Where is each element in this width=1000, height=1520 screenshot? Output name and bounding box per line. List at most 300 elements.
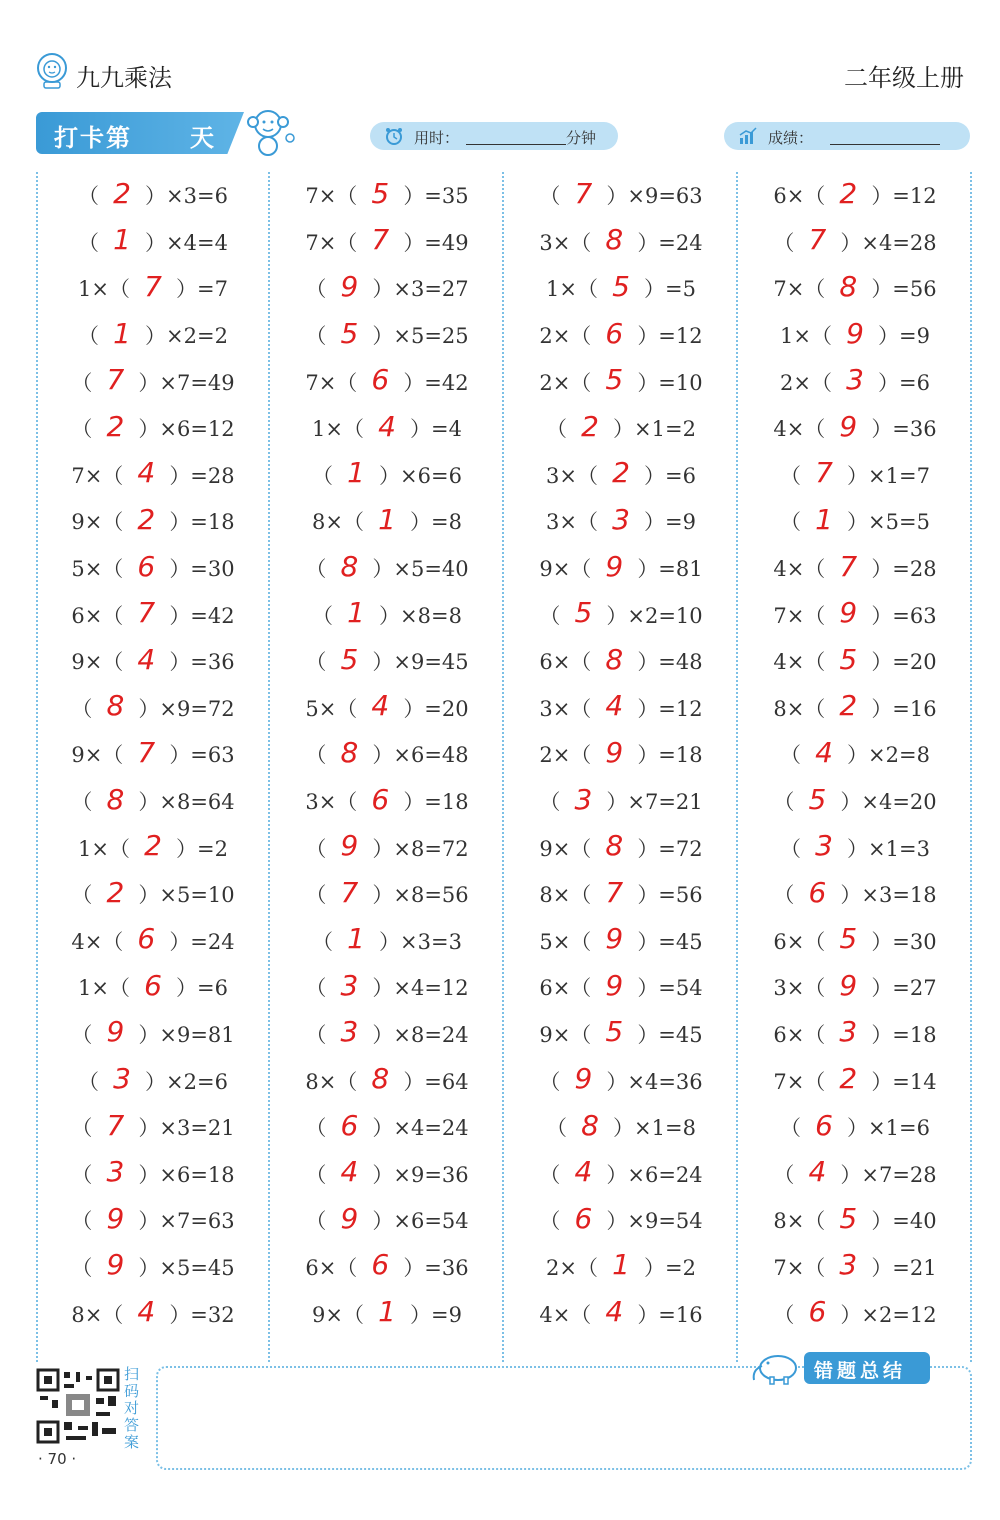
answer-value[interactable]: 5 [808,782,827,816]
problem-prefix: （ [539,1162,561,1187]
answer-value[interactable]: 4 [605,689,624,723]
problem-prefix: （ [539,1069,561,1094]
answer-value[interactable]: 5 [839,642,858,676]
answer-value[interactable]: 7 [808,223,827,257]
problem-prefix: 8×（ [305,1069,358,1094]
problem-suffix: ）×3=3 [379,929,462,954]
answer-value[interactable]: 8 [106,782,125,816]
answer-value[interactable]: 9 [605,922,624,956]
problem-suffix: ）=8 [410,510,462,535]
problem-suffix: ）×4=12 [372,976,469,1001]
answer-value[interactable]: 6 [137,922,156,956]
answer-value[interactable]: 2 [144,829,162,863]
problem-row [504,1197,738,1244]
answer-value[interactable]: 3 [612,502,630,536]
problem-suffix: ）=7 [176,277,228,302]
problem-suffix: ）×9=54 [606,1209,703,1234]
problem-prefix: 7×（ [773,277,826,302]
problem-row [738,1057,972,1104]
answer-value[interactable]: 2 [581,409,599,443]
answer-value[interactable]: 7 [137,735,156,769]
problem-row [738,1011,972,1058]
problem-row [738,265,972,312]
problem-suffix: ）=63 [871,603,937,628]
mistake-summary-label: 错题总结 [814,1360,907,1382]
problem-row [504,824,738,871]
time-box [370,122,618,150]
problem-prefix: （ [773,230,795,255]
problem-suffix: ）=2 [644,1255,696,1280]
problem-prefix: （ [305,976,327,1001]
answer-value[interactable]: 1 [612,1248,630,1282]
answer-value[interactable]: 5 [605,363,624,397]
problem-suffix: ）=21 [871,1255,937,1280]
clock-icon [384,127,404,145]
answer-value[interactable]: 9 [839,596,858,630]
problem-suffix: ）=49 [403,230,469,255]
problem-row [738,964,972,1011]
problem-prefix: 7×（ [773,603,826,628]
answer-value[interactable]: 7 [815,456,833,490]
problem-suffix: ）×1=3 [847,836,930,861]
answer-value[interactable]: 1 [347,922,365,956]
answer-value[interactable]: 3 [815,829,833,863]
problem-suffix: ）=30 [871,929,937,954]
answer-value[interactable]: 5 [839,922,858,956]
problem-row [738,545,972,592]
problem-suffix: ）=36 [403,1255,469,1280]
problem-suffix: ）=36 [871,417,937,442]
answer-value[interactable]: 5 [605,1015,624,1049]
problem-row [738,452,972,499]
problem-row [36,219,270,266]
answer-value[interactable]: 2 [612,456,630,490]
answer-value[interactable]: 9 [605,968,624,1002]
problem-row [738,172,972,219]
problem-prefix: 8×（ [773,696,826,721]
problem-prefix: （ [78,1069,100,1094]
problem-prefix: 4×（ [773,417,826,442]
answer-value[interactable]: 2 [839,176,858,210]
answer-value[interactable]: 1 [378,1295,396,1329]
problem-suffix: ）×5=25 [372,324,469,349]
problem-prefix: 3×（ [539,696,592,721]
problem-prefix: （ [780,836,802,861]
problem-prefix: （ [305,324,327,349]
problem-row [504,219,738,266]
problem-prefix: 8×（ [312,510,364,535]
problem-row [504,1057,738,1104]
answer-value[interactable]: 9 [106,1015,125,1049]
answer-value[interactable]: 4 [574,1155,593,1189]
problem-row [36,1104,270,1151]
answer-value[interactable]: 3 [113,1062,131,1096]
answer-value[interactable]: 7 [144,269,162,303]
problem-row [504,591,738,638]
problem-row [738,638,972,685]
problem-row [738,591,972,638]
answer-value[interactable]: 6 [371,363,390,397]
problem-row [270,685,504,732]
problem-suffix: ）×2=2 [145,324,228,349]
time-label: 用时： [414,129,460,147]
problem-prefix: 7×（ [773,1255,826,1280]
problem-suffix: ）×4=4 [145,230,228,255]
problem-suffix: ）×1=2 [613,417,696,442]
problem-prefix: （ [71,1116,93,1141]
problem-prefix: （ [305,277,327,302]
problem-suffix: ）×9=36 [372,1162,469,1187]
answer-value[interactable]: 8 [605,642,624,676]
problem-prefix: 3×（ [539,230,592,255]
problem-prefix: 5×（ [71,557,124,582]
answer-value[interactable]: 6 [340,1108,359,1142]
problem-suffix: ）×3=18 [840,883,937,908]
answer-value[interactable]: 4 [340,1155,359,1189]
problem-suffix: ）×5=5 [847,510,930,535]
problem-prefix: 2×（ [546,1255,598,1280]
problem-row [738,778,972,825]
problem-row [36,964,270,1011]
problem-prefix: 2×（ [539,370,592,395]
problem-prefix: 5×（ [539,929,592,954]
answer-value[interactable]: 4 [137,1295,156,1329]
problem-row [504,312,738,359]
answer-value[interactable]: 8 [605,829,624,863]
answer-value[interactable]: 3 [574,782,593,816]
problem-prefix: （ [71,790,93,815]
chart-icon [738,127,758,145]
problem-prefix: （ [539,603,561,628]
problem-prefix: 8×（ [71,1302,124,1327]
problem-row [36,1244,270,1291]
problem-row [270,591,504,638]
problem-row [738,731,972,778]
problem-suffix: ）×6=24 [606,1162,703,1187]
problem-row [504,498,738,545]
problem-suffix: ）×8=64 [138,790,235,815]
problem-row [36,1290,270,1337]
answer-value[interactable]: 3 [839,1015,858,1049]
answer-value[interactable]: 6 [815,1108,833,1142]
answer-value[interactable]: 2 [106,875,125,909]
problem-suffix: ）=20 [403,696,469,721]
problem-suffix: ）×7=63 [138,1209,235,1234]
checkin-day-unit: 天 [190,124,214,152]
problem-column-2 [270,172,504,1337]
answer-value[interactable]: 8 [371,1062,390,1096]
answer-value[interactable]: 7 [106,1108,125,1142]
problem-row [738,685,972,732]
answer-value[interactable]: 6 [808,875,827,909]
problem-prefix: 6×（ [773,184,826,209]
problem-prefix: （ [78,184,100,209]
time-unit: 分钟 [566,129,597,147]
answer-value[interactable]: 8 [340,735,359,769]
problem-row [36,452,270,499]
problem-row [36,358,270,405]
problem-prefix: （ [546,417,568,442]
problem-prefix: 1×（ [78,836,130,861]
problem-row [270,219,504,266]
answer-value[interactable]: 5 [371,176,390,210]
problem-prefix: （ [305,650,327,675]
answer-value[interactable]: 9 [106,1248,125,1282]
problem-row [36,824,270,871]
problem-row [36,638,270,685]
problem-prefix: （ [305,1162,327,1187]
answer-value[interactable]: 9 [839,409,858,443]
problem-row [738,219,972,266]
problem-suffix: ）=18 [403,790,469,815]
answer-value[interactable]: 4 [815,735,833,769]
problem-prefix: （ [539,1209,561,1234]
problem-row [270,265,504,312]
problem-suffix: ）=12 [637,324,703,349]
answer-value[interactable]: 8 [106,689,125,723]
problem-row [270,405,504,452]
problem-suffix: ）=6 [878,370,930,395]
problem-row [270,731,504,778]
answer-value[interactable]: 3 [106,1155,125,1189]
time-input-line[interactable] [466,128,566,145]
answer-value[interactable]: 9 [839,968,858,1002]
answer-value[interactable]: 5 [340,642,359,676]
problem-prefix: 9×（ [539,836,592,861]
problem-prefix: （ [71,370,93,395]
problem-suffix: ）=6 [644,463,696,488]
answer-value[interactable]: 3 [340,968,359,1002]
problem-suffix: ）×3=21 [138,1116,235,1141]
answer-value[interactable]: 5 [612,269,630,303]
problem-suffix: ）=28 [169,463,235,488]
answer-value[interactable]: 9 [340,269,359,303]
problem-suffix: ）=18 [871,1022,937,1047]
problem-prefix: （ [773,883,795,908]
problem-suffix: ）×1=7 [847,463,930,488]
answer-value[interactable]: 7 [574,176,593,210]
problem-suffix: ）×8=8 [379,603,462,628]
problem-row [504,638,738,685]
answer-value[interactable]: 6 [137,549,156,583]
problem-row [504,1011,738,1058]
answer-value[interactable]: 4 [137,642,156,676]
problem-suffix: ）=64 [403,1069,469,1094]
answer-value[interactable]: 7 [371,223,390,257]
problem-suffix: ）=32 [169,1302,235,1327]
answer-value[interactable]: 9 [605,549,624,583]
problem-prefix: 9×（ [71,743,124,768]
problem-suffix: ）×6=48 [372,743,469,768]
answer-value[interactable]: 9 [340,1201,359,1235]
answer-value[interactable]: 6 [574,1201,593,1235]
problem-prefix: （ [305,1116,327,1141]
problem-suffix: ）×9=45 [372,650,469,675]
problem-row [738,1290,972,1337]
problem-suffix: ）×2=12 [840,1302,937,1327]
problem-suffix: ）=18 [637,743,703,768]
problem-row [738,358,972,405]
answer-value[interactable]: 8 [605,223,624,257]
problem-row [36,918,270,965]
answer-value[interactable]: 2 [106,409,125,443]
answer-value[interactable]: 6 [371,782,390,816]
problem-prefix: （ [312,603,334,628]
answer-value[interactable]: 4 [371,689,390,723]
answer-value[interactable]: 3 [846,363,864,397]
answer-value[interactable]: 4 [808,1155,827,1189]
problem-prefix: （ [71,1022,93,1047]
problem-column-3 [504,172,738,1337]
problem-row [270,498,504,545]
problem-row [738,312,972,359]
problem-suffix: ）×1=6 [847,1116,930,1141]
answer-value[interactable]: 8 [839,269,858,303]
problem-row [504,452,738,499]
problem-suffix: ）=9 [878,324,930,349]
answer-value[interactable]: 2 [113,176,131,210]
scan-for-answers-label: 扫码对答案 [124,1365,140,1451]
answer-value[interactable]: 9 [846,316,864,350]
problem-suffix: ）=9 [644,510,696,535]
problem-row [504,731,738,778]
answer-value[interactable]: 9 [340,829,359,863]
problem-suffix: ）×2=6 [145,1069,228,1094]
problem-suffix: ）=2 [176,836,228,861]
problem-prefix: （ [78,324,100,349]
score-input-line[interactable] [830,128,940,145]
answer-value[interactable]: 7 [839,549,858,583]
problem-suffix: ）×6=12 [138,417,235,442]
answer-value[interactable]: 4 [137,456,156,490]
answer-value[interactable]: 7 [137,596,156,630]
problem-suffix: ）×6=54 [372,1209,469,1234]
problem-prefix: 7×（ [305,230,358,255]
problem-prefix: 6×（ [305,1255,358,1280]
problem-row [270,172,504,219]
answer-value[interactable]: 6 [371,1248,390,1282]
problem-row [36,778,270,825]
problem-prefix: 7×（ [305,370,358,395]
elephant-icon [748,1346,804,1386]
problem-prefix: 9×（ [539,557,592,582]
problem-prefix: 2×（ [780,370,832,395]
answer-value[interactable]: 5 [574,596,593,630]
problem-prefix: 3×（ [546,510,598,535]
answer-value[interactable]: 1 [113,316,131,350]
answer-value[interactable]: 5 [839,1201,858,1235]
answer-value[interactable]: 2 [839,689,858,723]
problem-suffix: ）×8=72 [372,836,469,861]
problem-row [504,1244,738,1291]
problem-row [504,545,738,592]
answer-value[interactable]: 4 [378,409,396,443]
answer-value[interactable]: 1 [347,596,365,630]
problem-prefix: （ [539,790,561,815]
answer-value[interactable]: 2 [137,502,156,536]
answer-value[interactable]: 9 [574,1062,593,1096]
problem-suffix: ）×9=81 [138,1022,235,1047]
answer-value[interactable]: 6 [808,1295,827,1329]
problem-prefix: （ [71,696,93,721]
problem-row [36,405,270,452]
problem-column-4 [738,172,972,1337]
problem-prefix: 1×（ [780,324,832,349]
problem-suffix: ）=56 [871,277,937,302]
problem-prefix: （ [539,184,561,209]
problem-row [738,1104,972,1151]
problem-prefix: 9×（ [539,1022,592,1047]
problem-suffix: ）=4 [410,417,462,442]
answer-value[interactable]: 6 [605,316,624,350]
answer-value[interactable]: 9 [106,1201,125,1235]
problem-row [36,1197,270,1244]
answer-value[interactable]: 3 [839,1248,858,1282]
answer-value[interactable]: 1 [347,456,365,490]
problem-prefix: 1×（ [312,417,364,442]
problem-suffix: ）=27 [871,976,937,1001]
problem-prefix: （ [780,510,802,535]
problem-row [504,1150,738,1197]
qr-code-icon[interactable] [36,1368,120,1444]
problem-row [270,545,504,592]
problem-suffix: ）×9=72 [138,696,235,721]
problem-prefix: 6×（ [71,603,124,628]
problem-prefix: （ [773,1162,795,1187]
problem-suffix: ）×2=10 [606,603,703,628]
problem-suffix: ）=72 [637,836,703,861]
problem-suffix: ）=30 [169,557,235,582]
problem-suffix: ）=9 [410,1302,462,1327]
answer-value[interactable]: 6 [144,968,162,1002]
problem-prefix: （ [305,1209,327,1234]
problem-prefix: （ [305,743,327,768]
problem-row [36,591,270,638]
answer-value[interactable]: 7 [340,875,359,909]
answer-value[interactable]: 5 [340,316,359,350]
problem-prefix: 1×（ [78,277,130,302]
problem-suffix: ）×5=10 [138,883,235,908]
grade-label: 二年级上册 [844,64,964,92]
answer-value[interactable]: 4 [605,1295,624,1329]
problem-row [270,1057,504,1104]
problem-row [738,498,972,545]
answer-value[interactable]: 1 [378,502,396,536]
problem-suffix: ）×3=6 [145,184,228,209]
answer-value[interactable]: 7 [106,363,125,397]
problem-prefix: 3×（ [773,976,826,1001]
problem-suffix: ）×7=21 [606,790,703,815]
problem-suffix: ）×8=24 [372,1022,469,1047]
answer-value[interactable]: 8 [581,1108,599,1142]
answer-value[interactable]: 1 [815,502,833,536]
problem-prefix: （ [780,1116,802,1141]
answer-value[interactable]: 2 [839,1062,858,1096]
answer-value[interactable]: 3 [340,1015,359,1049]
answer-value[interactable]: 7 [605,875,624,909]
problem-prefix: 8×（ [773,1209,826,1234]
answer-value[interactable]: 9 [605,735,624,769]
problem-suffix: ）=12 [637,696,703,721]
score-label: 成绩： [768,129,814,147]
problem-suffix: ）×7=28 [840,1162,937,1187]
page-header [0,0,1000,110]
problem-suffix: ）×4=36 [606,1069,703,1094]
problem-suffix: ）×9=63 [606,184,703,209]
problem-suffix: ）=12 [871,184,937,209]
answer-value[interactable]: 1 [113,223,131,257]
answer-value[interactable]: 8 [340,549,359,583]
